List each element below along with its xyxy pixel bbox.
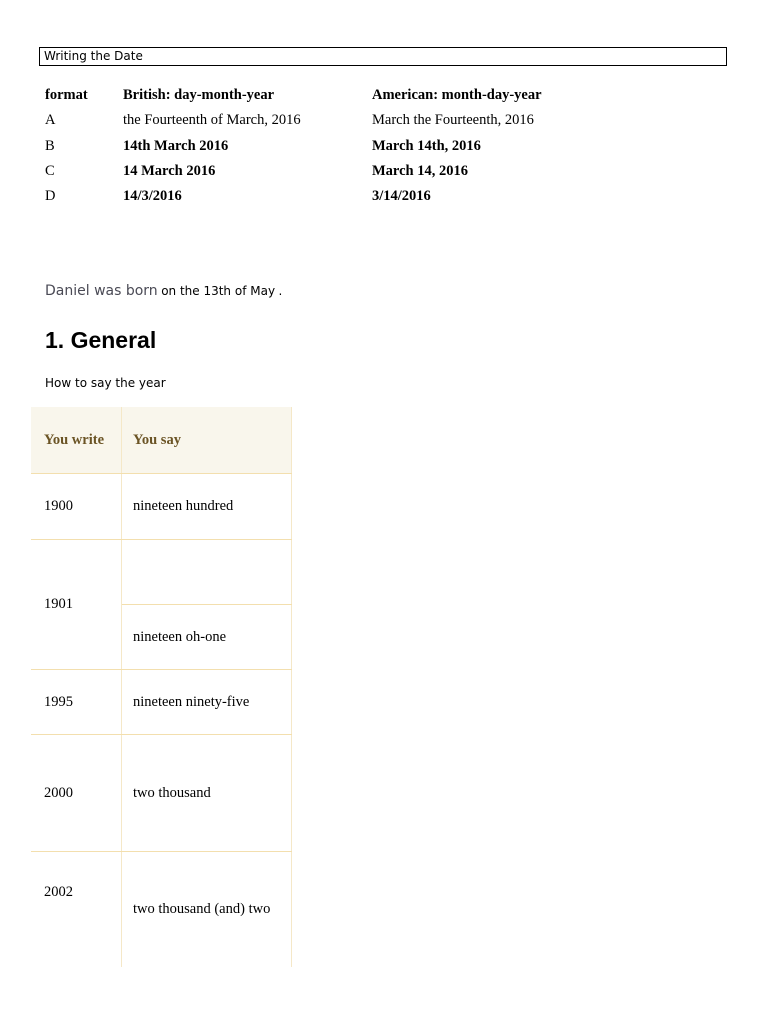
date-formats-header-row [45, 83, 572, 108]
year-spoken: nineteen oh-one [133, 629, 227, 645]
american-date: March 14th, 2016 [372, 137, 481, 154]
document-title-box [39, 47, 727, 66]
year-written: 2002 [44, 884, 73, 900]
sentence-period: . [278, 284, 283, 298]
date-format-row [45, 108, 572, 133]
american-date: 3/14/2016 [372, 188, 431, 205]
row-divider [31, 539, 292, 540]
header-american: American: month-day-year [372, 87, 542, 104]
row-divider [31, 669, 292, 670]
year-written: 1995 [44, 694, 73, 710]
format-letter: C [45, 163, 55, 180]
format-letter: B [45, 137, 55, 154]
date-formats-table [45, 83, 572, 209]
section-heading: 1. General [45, 327, 157, 353]
british-date: 14/3/2016 [123, 188, 182, 205]
example-sentence [45, 283, 282, 300]
year-table [31, 407, 292, 967]
row-divider [31, 851, 292, 852]
table-right-border [291, 407, 292, 967]
year-spoken: nineteen hundred [133, 498, 234, 514]
row-divider [31, 734, 292, 735]
british-date: 14 March 2016 [123, 163, 216, 180]
header-you-say: You say [133, 432, 181, 448]
year-spoken: two thousand (and) two [133, 901, 271, 917]
sentence-date-phrase: on the 13th of May [161, 284, 276, 298]
american-date: March 14, 2016 [372, 163, 468, 180]
year-written: 1900 [44, 498, 73, 514]
date-format-row [45, 184, 572, 209]
british-date: 14th March 2016 [123, 137, 229, 154]
year-written: 2000 [44, 785, 73, 801]
sentence-subject: Daniel was born [45, 283, 158, 299]
year-spoken: two thousand [133, 785, 211, 801]
header-you-write: You write [44, 432, 105, 448]
header-british: British: day-month-year [123, 87, 275, 104]
american-date: March the Fourteenth, 2016 [372, 112, 534, 129]
document-title: Writing the Date [44, 49, 143, 63]
section-subheading: How to say the year [45, 376, 166, 390]
format-letter: A [45, 112, 56, 129]
column-divider [121, 407, 122, 967]
format-letter: D [45, 188, 56, 205]
subrow-divider [122, 604, 292, 605]
header-format: format [45, 87, 88, 104]
date-format-row [45, 159, 572, 184]
year-written: 1901 [44, 596, 73, 612]
row-divider [31, 473, 292, 474]
british-date: the Fourteenth of March, 2016 [123, 112, 301, 129]
year-spoken: nineteen ninety-five [133, 694, 250, 710]
date-format-row [45, 134, 572, 159]
